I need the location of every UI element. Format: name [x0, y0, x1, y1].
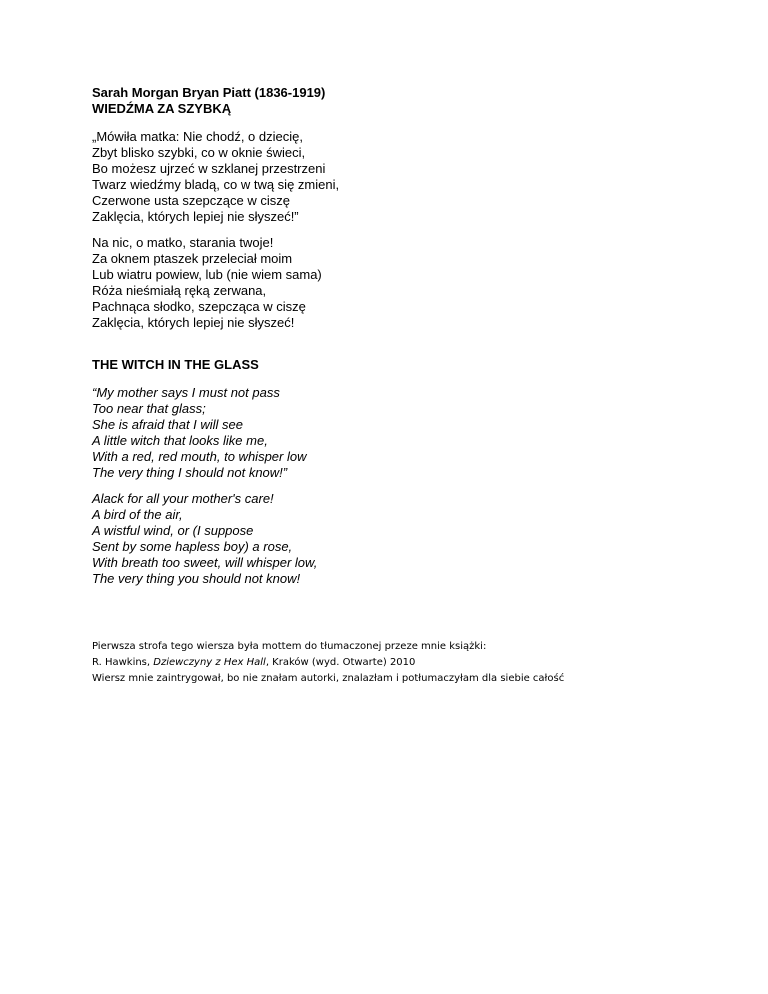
poem-line: „Mówiła matka: Nie chodź, o dziecię,	[92, 129, 303, 144]
poem-line: Zbyt blisko szybki, co w oknie świeci,	[92, 145, 306, 160]
poem-line: With a red, red mouth, to whisper low	[92, 449, 307, 464]
poem-line: Bo możesz ujrzeć w szklanej przestrzeni	[92, 161, 326, 176]
poem-line: Twarz wiedźmy bladą, co w twą się zmieni,	[92, 177, 340, 192]
poem-line: Na nic, o matko, starania twoje!	[92, 235, 274, 250]
translator-note	[92, 639, 692, 687]
poem-line: Zaklęcia, których lepiej nie słyszeć!	[92, 315, 295, 330]
poem-line: Za oknem ptaszek przeleciał moim	[92, 251, 293, 266]
poem-line: Czerwone usta szepczące w ciszę	[92, 193, 290, 208]
poem-line: Lub wiatru powiew, lub (nie wiem sama)	[92, 267, 322, 282]
note-line-1: Pierwsza strofa tego wiersza była mottem do tłumaczonej przeze mnie książki:	[92, 641, 487, 652]
english-stanza-2	[92, 491, 692, 587]
polish-stanza-2	[92, 235, 692, 331]
poem-line: Zaklęcia, których lepiej nie słyszeć!”	[92, 209, 299, 224]
note-citation-author: R. Hawkins,	[92, 657, 154, 668]
poem-line: Pachnąca słodko, szepcząca w ciszę	[92, 299, 306, 314]
note-book-title: Dziewczyny z Hex Hall	[153, 657, 266, 668]
poem-line: Too near that glass;	[92, 401, 206, 416]
english-title: THE WITCH IN THE GLASS	[92, 357, 259, 372]
note-line-3: Wiersz mnie zaintrygował, bo nie znałam autorki, znalazłam i potłumaczyłam dla siebie całość	[92, 673, 565, 684]
poem-line: Róża nieśmiałą ręką zerwana,	[92, 283, 267, 298]
english-stanza-1	[92, 385, 692, 481]
polish-title: WIEDŹMA ZA SZYBKĄ	[92, 101, 232, 116]
poem-line: A wistful wind, or (I suppose	[92, 523, 254, 538]
note-line-2	[92, 655, 692, 671]
poem-line: She is afraid that I will see	[92, 417, 244, 432]
poem-line: “My mother says I must not pass	[92, 385, 280, 400]
document-content	[92, 85, 692, 687]
poem-line: The very thing you should not know!	[92, 571, 301, 586]
author-heading: Sarah Morgan Bryan Piatt (1836-1919)	[92, 85, 326, 100]
poem-line: Sent by some hapless boy) a rose,	[92, 539, 293, 554]
poem-line: The very thing I should not know!”	[92, 465, 288, 480]
poem-line: A bird of the air,	[92, 507, 183, 522]
poem-line: A little witch that looks like me,	[92, 433, 268, 448]
poem-line: With breath too sweet, will whisper low,	[92, 555, 318, 570]
poem-line: Alack for all your mother's care!	[92, 491, 274, 506]
note-citation-publisher: , Kraków (wyd. Otwarte) 2010	[265, 657, 416, 668]
polish-stanza-1	[92, 129, 692, 225]
